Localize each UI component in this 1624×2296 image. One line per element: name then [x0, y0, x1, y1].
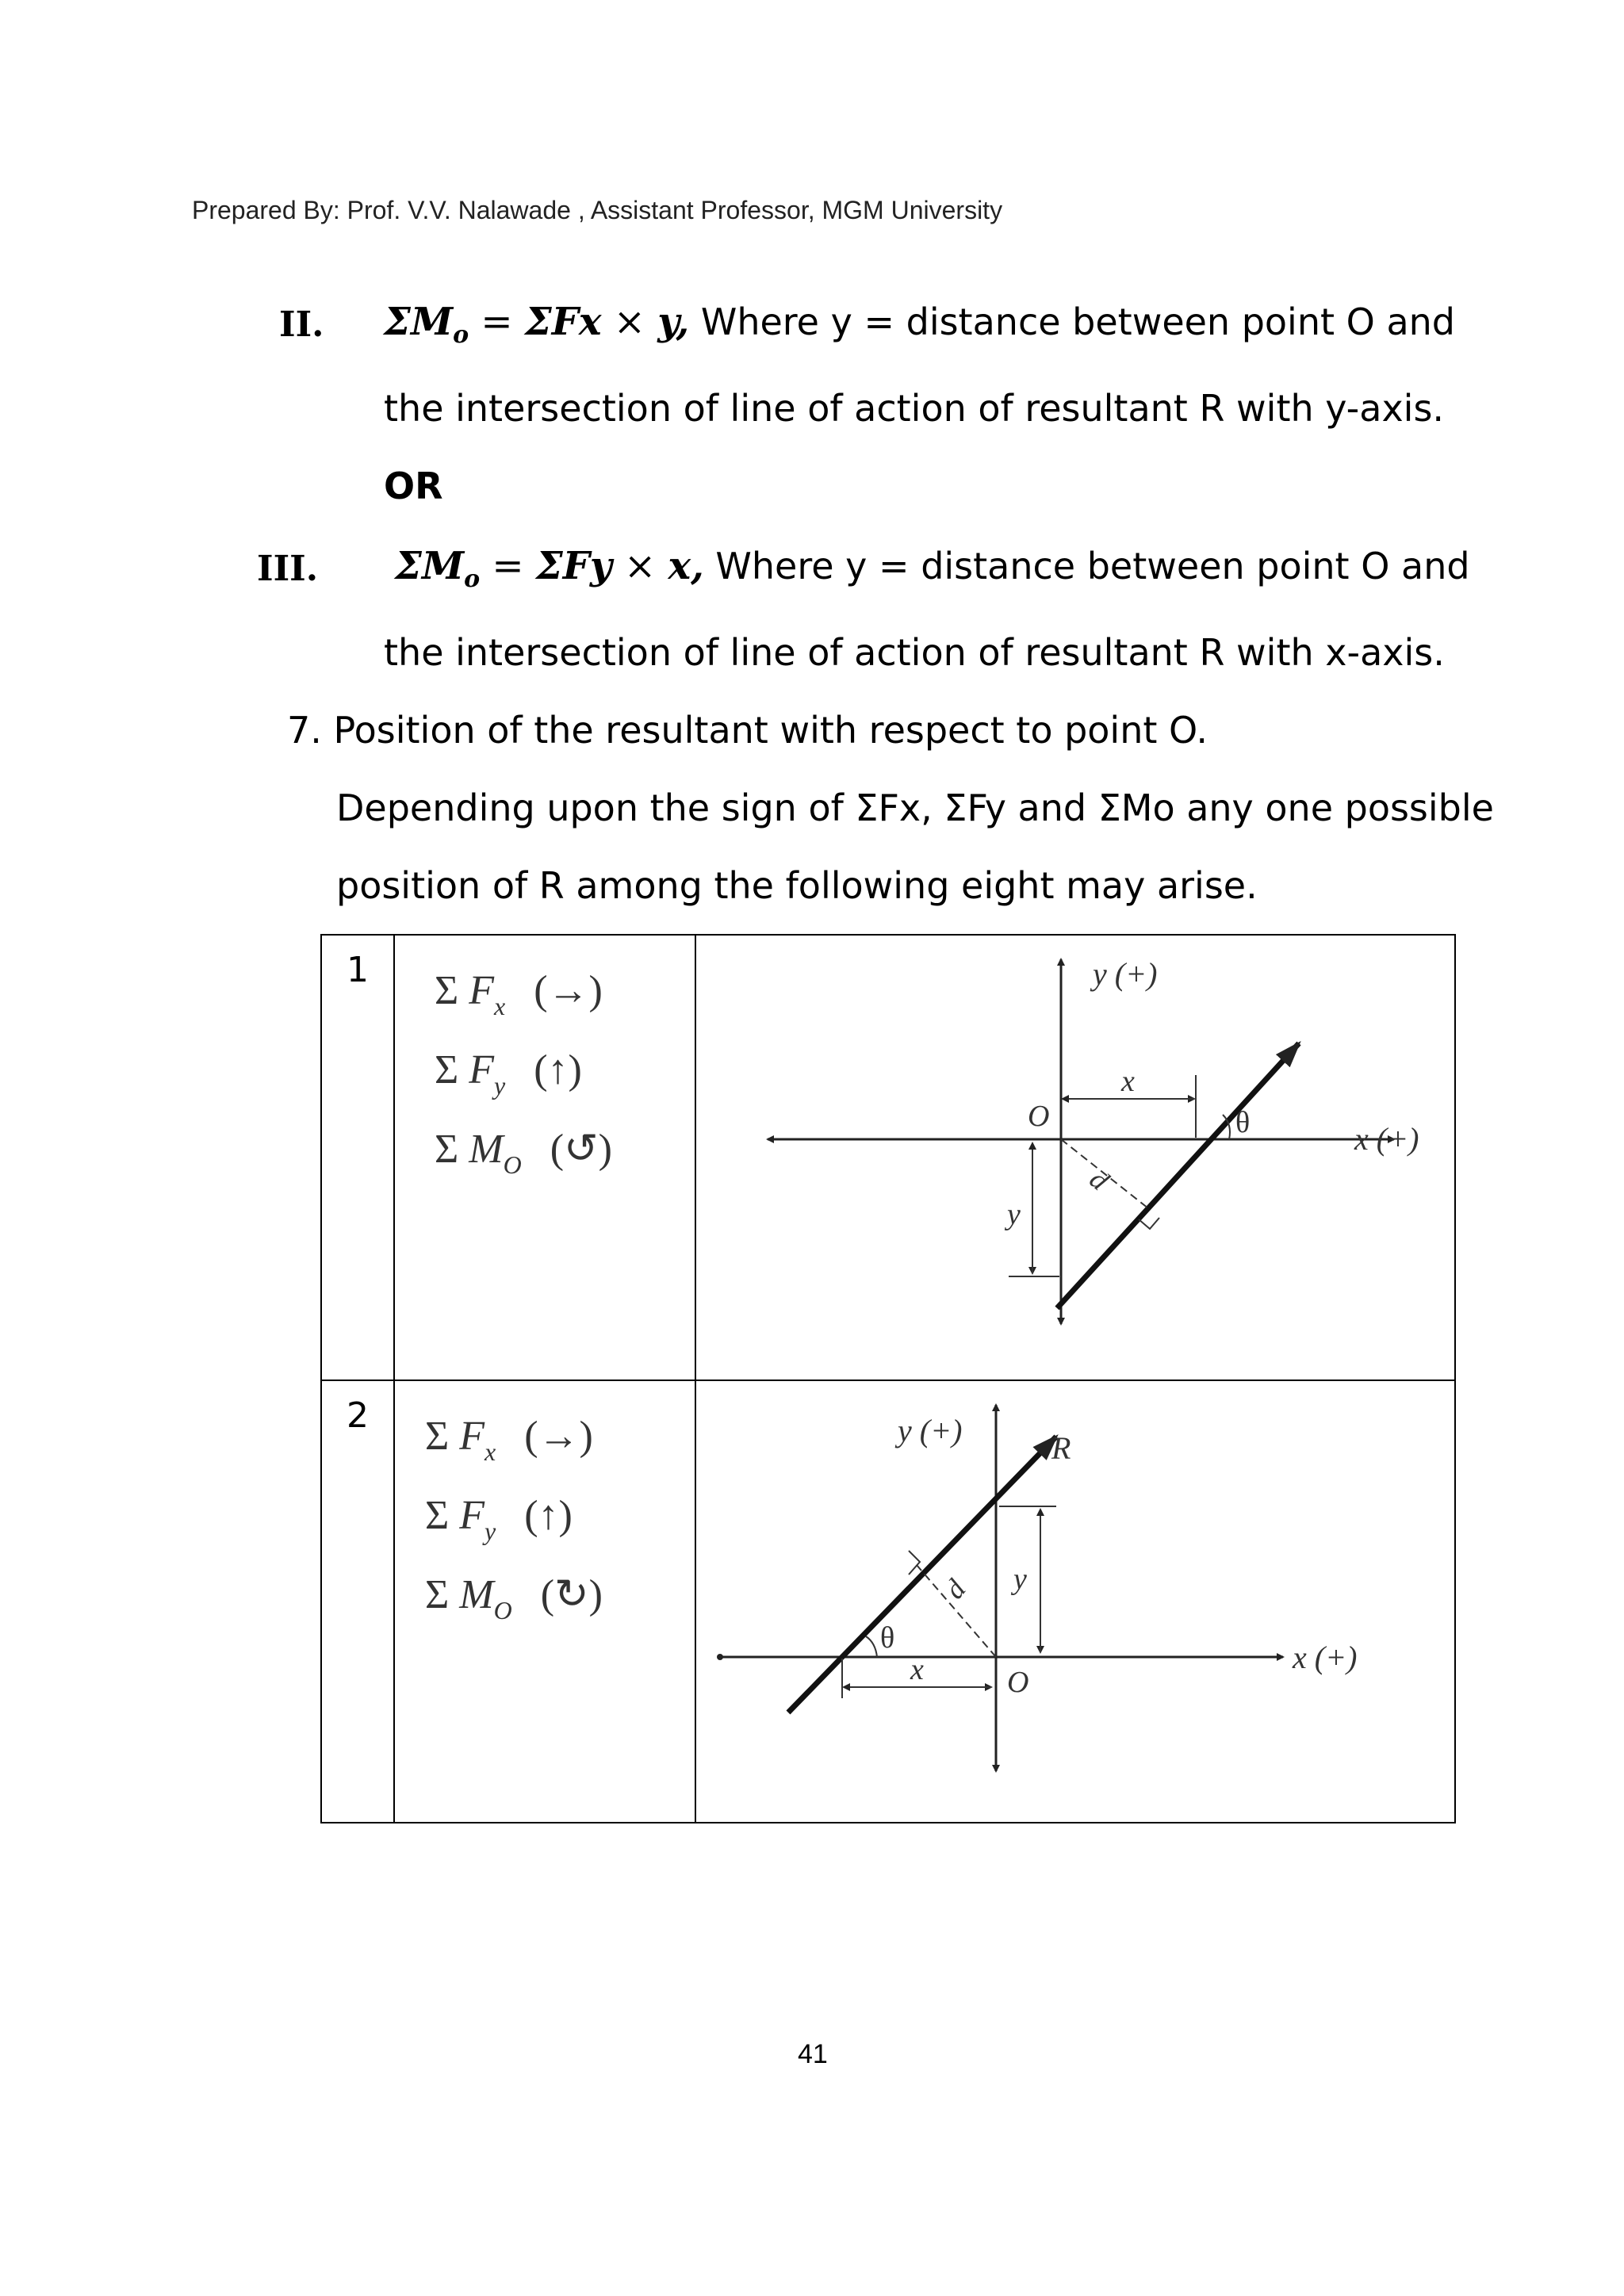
origin-label: O: [1007, 1666, 1029, 1699]
eq2-desc-cont: the intersection of line of action of resultant R with y-axis.: [384, 387, 1445, 430]
eq2-formula: $\Sigma M_o = \Sigma Fx \times y$,: [384, 300, 690, 349]
sum-fy: Σ $F_y$ (↑): [435, 1047, 582, 1100]
point7-line2: position of R among the following eight may arise.: [336, 864, 1258, 907]
y-axis-label: y (+): [1093, 956, 1158, 992]
sum-signs-cell: [394, 1380, 695, 1823]
sum-signs-cell: [394, 935, 695, 1380]
row-number: 2: [321, 1380, 394, 1823]
eq3-desc-cont: the intersection of line of action of resultant R with x-axis.: [384, 631, 1445, 674]
x-distance-label: x: [910, 1653, 924, 1686]
d-label: d: [1083, 1162, 1116, 1197]
table-row: [321, 1380, 1455, 1823]
x-distance-label: x: [1121, 1065, 1135, 1098]
y-axis-label: y (+): [898, 1413, 963, 1448]
page-number: 41: [798, 2039, 828, 2069]
figure-cell: [695, 935, 1455, 1380]
point7-line1: Depending upon the sign of ΣFx, ΣFy and ΣMo any one possible: [336, 786, 1494, 829]
theta-label: θ: [880, 1621, 895, 1655]
d-label: d: [938, 1573, 972, 1605]
sum-mo: Σ $M_O$ (↺): [435, 1127, 612, 1179]
position-diagram-2: [696, 1381, 1454, 1819]
table-row: [321, 935, 1455, 1380]
figure-cell: [695, 1380, 1455, 1823]
sum-fy: Σ $F_y$ (↑): [425, 1493, 573, 1545]
eq3-line: [395, 544, 1470, 593]
page-header: Prepared By: Prof. V.V. Nalawade , Assistant Professor, MGM University: [192, 196, 1003, 224]
eq3-numeral: III.: [257, 549, 319, 589]
y-distance-label: y: [1007, 1198, 1021, 1231]
or-label: OR: [384, 465, 443, 507]
eq3-desc: Where y = distance between point O and: [715, 545, 1470, 587]
sum-fx: Σ $F_x$ (→): [435, 968, 603, 1020]
resultant-label: R: [1051, 1430, 1071, 1466]
row-number: 1: [321, 935, 394, 1380]
resultant-position-table: [320, 934, 1456, 1823]
x-axis-label: x (+): [1354, 1121, 1419, 1157]
sum-mo: Σ $M_O$ (↻): [425, 1572, 603, 1624]
point7-title: 7. Position of the resultant with respect to point O.: [287, 709, 1208, 752]
x-axis-label: x (+): [1293, 1640, 1358, 1675]
eq2-line: [384, 300, 1455, 349]
theta-label: θ: [1235, 1106, 1251, 1139]
eq3-formula: $\Sigma M_o = \Sigma Fy \times x$,: [395, 544, 704, 593]
eq2-desc: Where y = distance between point O and: [700, 300, 1455, 343]
position-diagram-1: [696, 936, 1454, 1376]
y-distance-label: y: [1013, 1563, 1027, 1596]
origin-label: O: [1028, 1100, 1050, 1133]
sum-fx: Σ $F_x$ (→): [425, 1414, 593, 1466]
eq2-numeral: II.: [279, 304, 324, 345]
